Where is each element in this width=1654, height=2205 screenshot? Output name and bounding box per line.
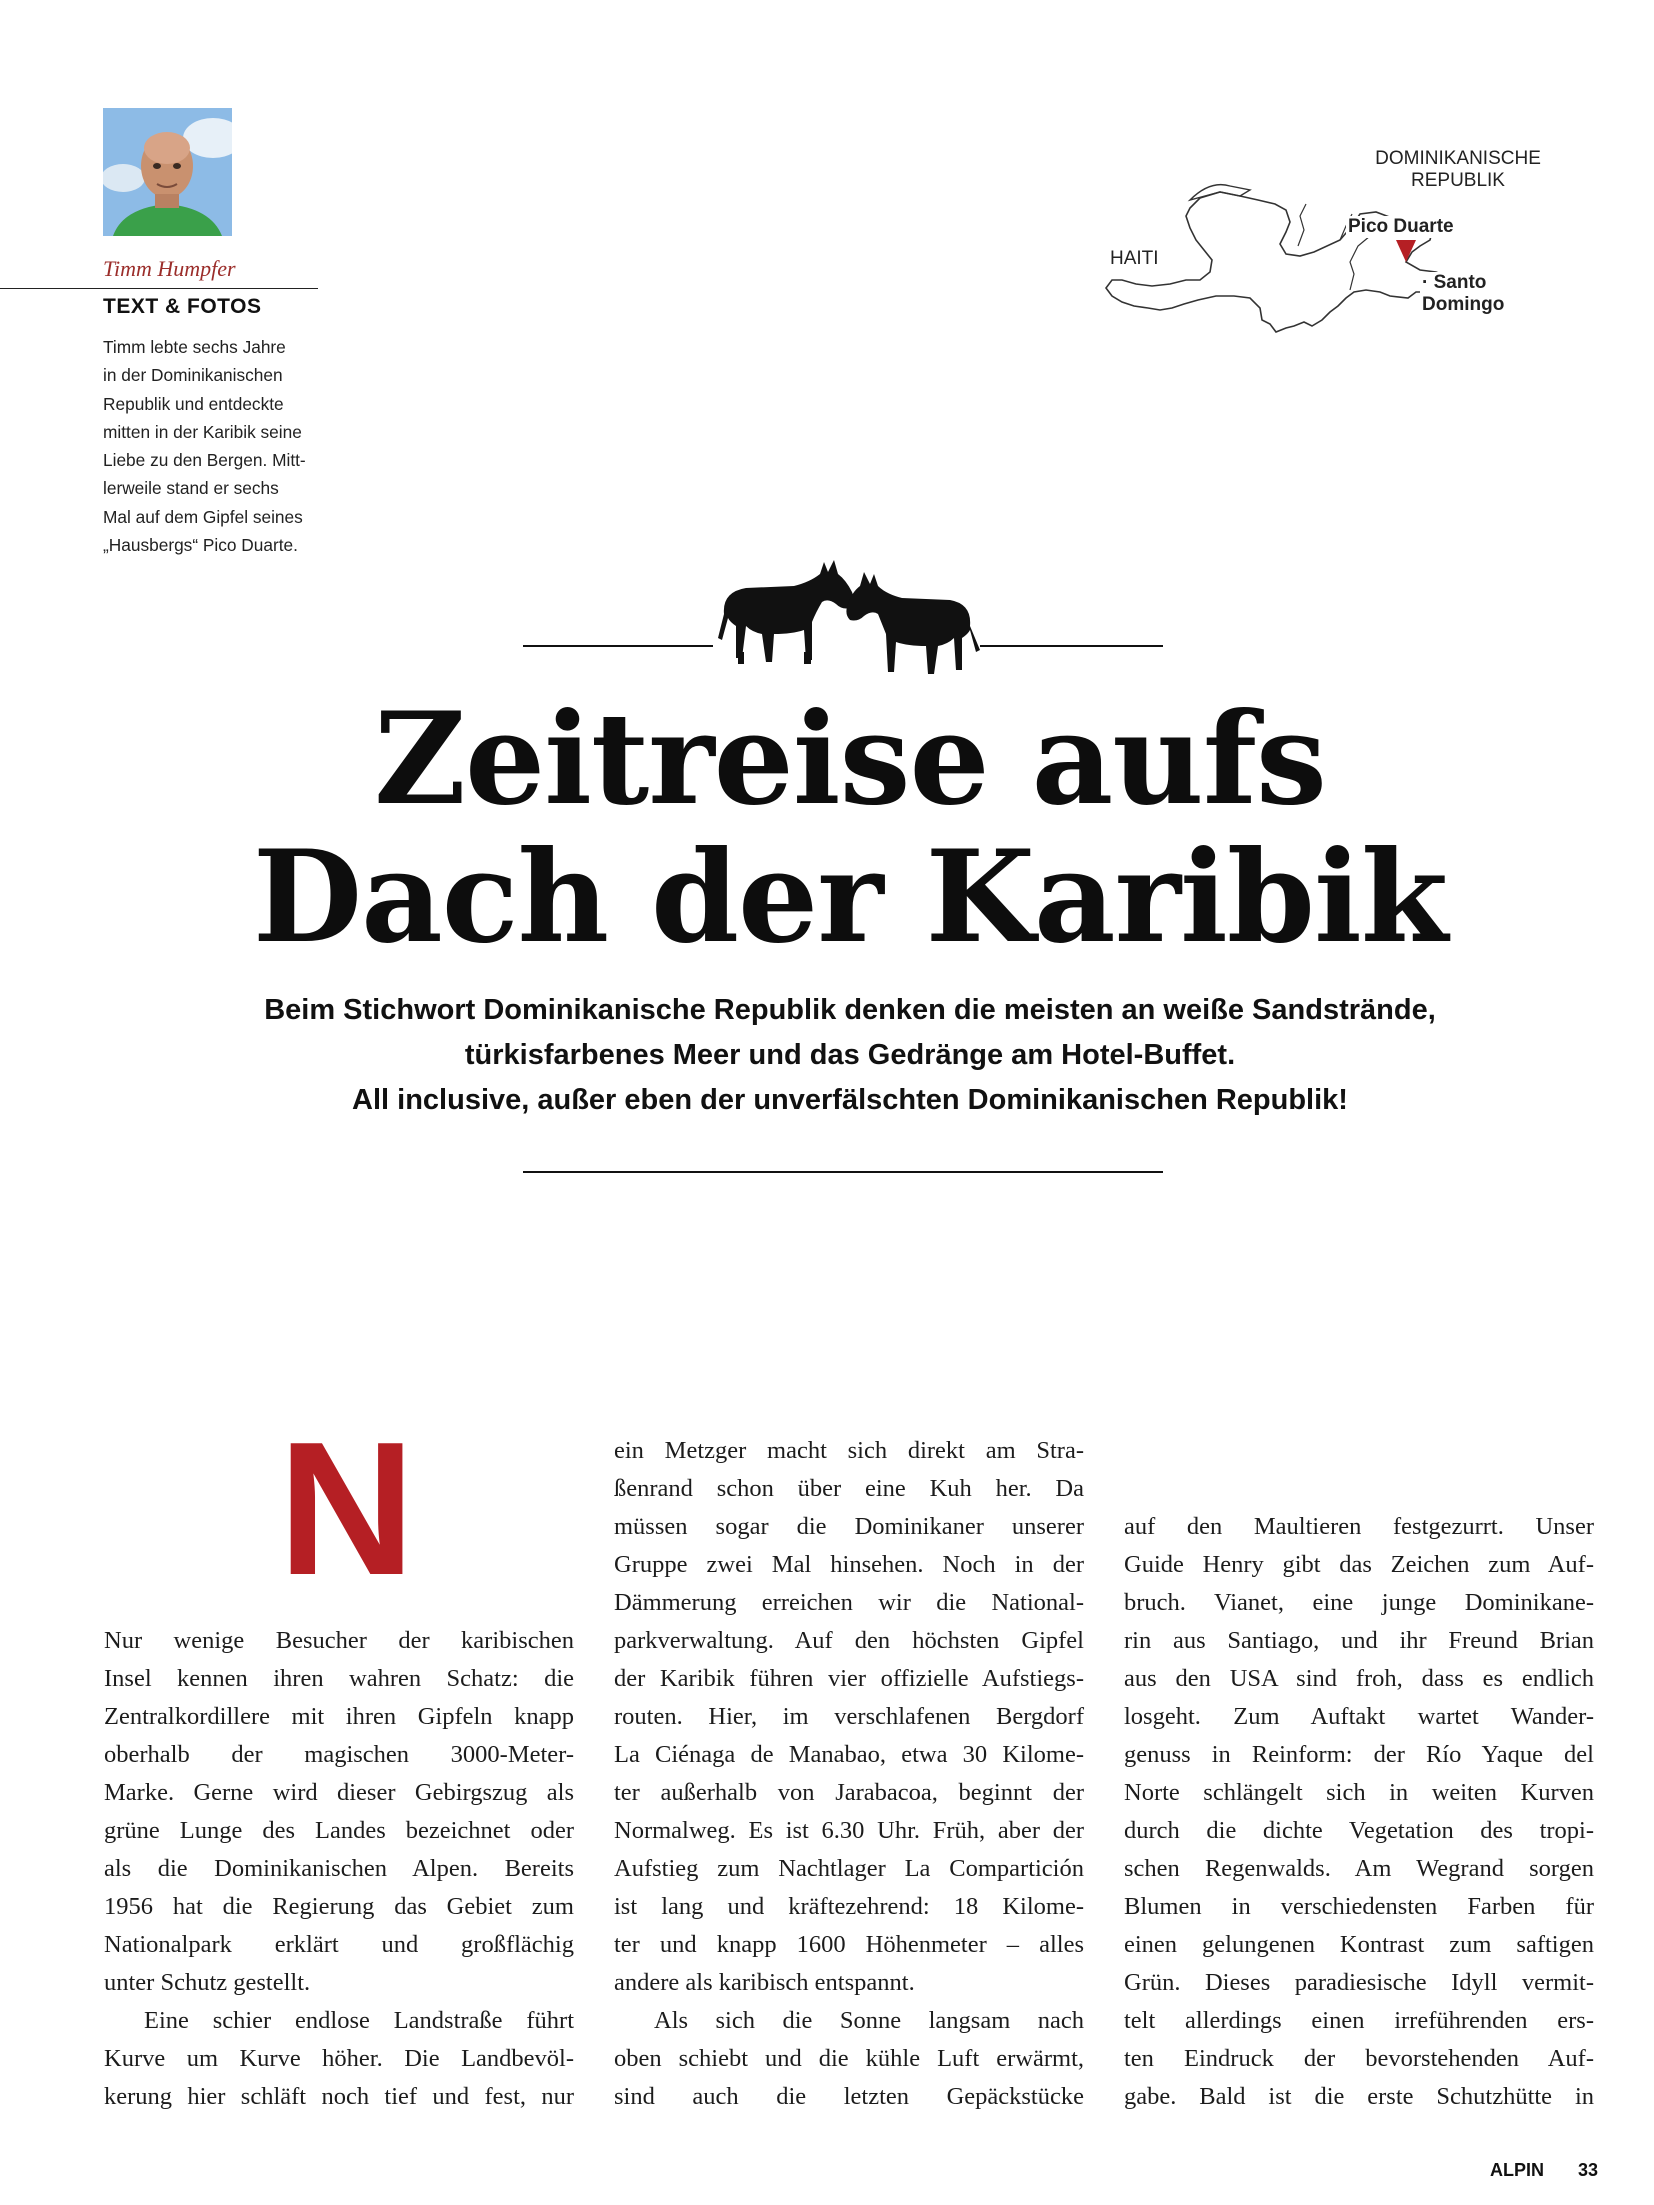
author-name: Timm Humpfer [103,256,236,281]
body-line: ter und knapp 1600 Höhenmeter – alles [614,1931,1084,1958]
map-label-country-line1: DOMINIKANISCHE [1375,148,1541,169]
ornament-rule-right [980,645,1163,647]
author-photo [103,108,232,236]
drop-cap: N [278,1403,416,1615]
author-bio-line: Republik und entdeckte [103,393,284,414]
headline-line1: Zeitreise aufs [374,685,1326,833]
body-line: oben schiebt und die kühle Luft erwärmt, [614,2045,1084,2072]
body-line: losgeht. Zum Auftakt wartet Wander- [1124,1703,1594,1730]
author-bio-line: „Hausbergs“ Pico Duarte. [103,535,298,556]
body-column-2 [614,1432,1084,2116]
author-bio-line: Mal auf dem Gipfel seines [103,506,303,527]
body-line: Eine schier endlose Landstraße führt [144,2007,574,2034]
body-line: 1956 hat die Regierung das Gebiet zum [104,1893,574,1920]
author-bio-line: in der Dominikanischen [103,365,283,386]
ornament-rule-left [523,645,713,647]
body-line: Marke. Gerne wird dieser Gebirgszug als [104,1779,574,1806]
body-line: ter außerhalb von Jarabacoa, beginnt der [614,1779,1084,1806]
body-line: Gruppe zwei Mal hinsehen. Noch in der [614,1551,1084,1578]
body-line: Nationalpark erklärt und großflächig [104,1931,574,1958]
body-line: als die Dominikanischen Alpen. Bereits [104,1855,574,1882]
body-line: Insel kennen ihren wahren Schatz: die [104,1665,574,1692]
subtitle [0,988,1654,1123]
body-line: kerung hier schläft noch tief und fest, nur [104,2083,574,2110]
map-label-haiti: HAITI [1110,248,1159,269]
body-line: der Karibik führen vier offizielle Aufstiegs- [614,1665,1084,1692]
footer-publication: ALPIN [1490,2160,1544,2180]
body-line: parkverwaltung. Auf den höchsten Gipfel [614,1627,1084,1654]
body-line: Blumen in verschiedensten Farben für [1124,1893,1594,1920]
body-line: Aufstieg zum Nachtlager La Compartición [614,1855,1084,1882]
body-line: La Ciénaga de Manabao, etwa 30 Kilome- [614,1741,1084,1768]
body-line: unter Schutz gestellt. [104,1969,311,1996]
headline-line2: Dach der Karibik [252,823,1448,971]
subtitle-divider [523,1171,1163,1173]
map-label-peak: Pico Duarte [1348,216,1454,237]
map-outline [1090,140,1570,390]
body-line: Als sich die Sonne langsam nach [654,2007,1084,2034]
headline [0,685,1654,971]
author-bio-line: lerweile stand er sechs [103,478,279,499]
body-line: andere als karibisch entspannt. [614,1969,915,1996]
body-line: Guide Henry gibt das Zeichen zum Auf- [1124,1551,1594,1578]
body-line: genuss in Reinform: der Río Yaque del [1124,1741,1594,1768]
subtitle-line1: Beim Stichwort Dominikanische Republik denken die meisten an weiße Sandstrände, [264,994,1436,1026]
body-line: Grün. Dieses paradiesische Idyll vermit- [1124,1969,1594,1996]
body-line: Nur wenige Besucher der karibischen [104,1627,574,1654]
body-line: aus den USA sind froh, dass es endlich [1124,1665,1594,1692]
footer-page-number: 33 [1578,2160,1599,2180]
body-column-1 [104,1622,574,2116]
subtitle-line2: türkisfarbenes Meer und das Gedränge am Hotel-Buffet. [464,1039,1236,1071]
map-label-country-line2: REPUBLIK [1411,170,1505,191]
body-line: rin aus Santiago, und ihr Freund Brian [1124,1627,1594,1654]
subtitle-line3: All inclusive, außer eben der unverfälschten Dominikanischen Republik! [352,1084,1348,1116]
body-line: Zentralkordillere mit ihren Gipfeln knapp [104,1703,574,1730]
body-line: ein Metzger macht sich direkt am Stra- [614,1437,1084,1464]
body-line: Kurve um Kurve höher. Die Landbevöl- [104,2045,574,2072]
author-bio-line: mitten in der Karibik seine [103,421,302,442]
body-column-3 [1124,1508,1594,2116]
body-line: Dämmerung erreichen wir die National- [614,1589,1084,1616]
body-line: routen. Hier, im verschlafenen Bergdorf [614,1703,1084,1730]
donkeys-icon [712,552,982,682]
author-bio-line: Timm lebte sechs Jahre [103,337,286,357]
body-line: müssen sogar die Dominikaner unserer [614,1513,1084,1540]
body-line: ten Eindruck der bevorstehenden Auf- [1124,2045,1594,2072]
body-line: telt allerdings einen irreführenden ers- [1124,2007,1594,2034]
body-line: auf den Maultieren festgezurrt. Unser [1124,1513,1594,1540]
body-line: bruch. Vianet, eine junge Dominikane- [1124,1589,1594,1616]
body-line: ßenrand schon über eine Kuh her. Da [614,1475,1084,1502]
author-divider [0,288,318,289]
author-bio-line: Liebe zu den Bergen. Mitt- [103,450,306,471]
island-map [1090,140,1570,390]
body-line: grüne Lunge des Landes bezeichnet oder [104,1817,574,1844]
body-line: gabe. Bald ist die erste Schutzhütte in [1124,2083,1594,2110]
body-line: Norte schlängelt sich in weiten Kurven [1124,1779,1594,1806]
author-bio [103,333,323,559]
body-line: schen Regenwalds. Am Wegrand sorgen [1124,1855,1594,1882]
author-role: TEXT & FOTOS [103,295,262,318]
body-line: ist lang und kräftezehrend: 18 Kilome- [614,1893,1084,1920]
body-line: einen gelungenen Kontrast zum saftigen [1124,1931,1594,1958]
body-line: Normalweg. Es ist 6.30 Uhr. Früh, aber der [614,1817,1084,1844]
body-line: durch die dichte Vegetation des tropi- [1124,1817,1594,1844]
map-label-city: · Santo Domingo [1420,272,1570,316]
body-line: sind auch die letzten Gepäckstücke [614,2083,1084,2110]
body-line: oberhalb der magischen 3000-Meter- [104,1741,574,1768]
author-portrait-image [103,108,232,236]
